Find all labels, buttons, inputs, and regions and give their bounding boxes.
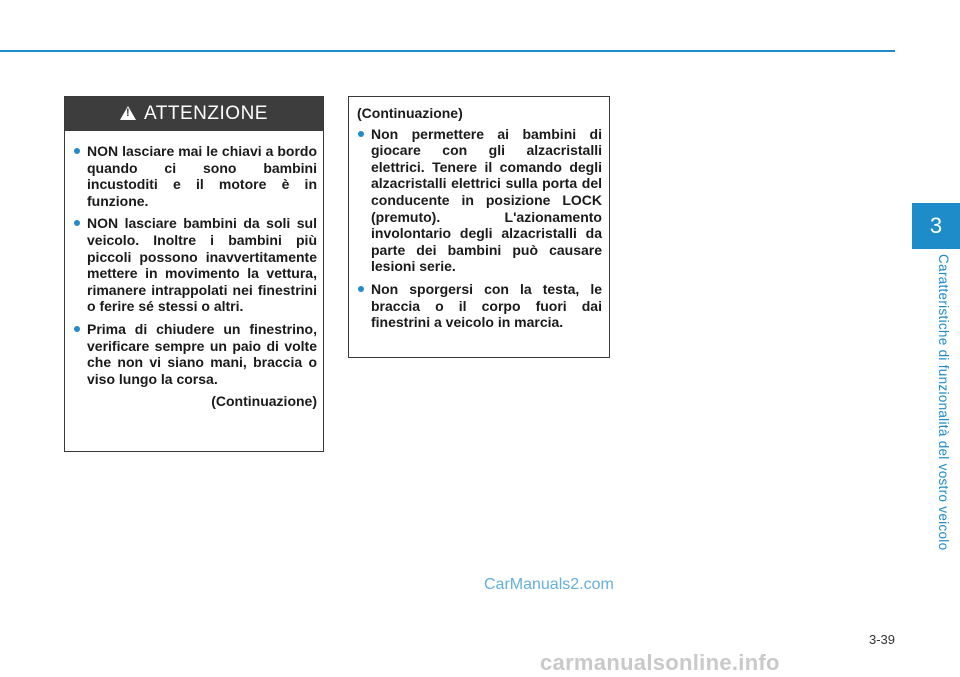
warning-list <box>73 143 317 387</box>
continuation-box <box>348 96 610 358</box>
chapter-tab <box>912 203 960 249</box>
warning-item: NON lasciare mai le chiavi a bordo quando ci sono bambini incustoditi e il motore è in funzione. <box>73 143 317 209</box>
warning-title: ATTENZIONE <box>144 103 268 124</box>
page-number: 3-39 <box>868 632 895 647</box>
watermark-link[interactable]: CarManuals2.com <box>484 576 614 593</box>
warning-body <box>65 131 323 410</box>
warning-item: NON lasciare bambini da soli sul veicolo. Inoltre i bambini più piccoli possono inavvertitamente mettere in movimento la vettura, rimanere intrappolati nei finestrini o ferire sé stessi o altri. <box>73 215 317 315</box>
header-rule <box>0 50 895 52</box>
continuation-title: (Continuazione) <box>357 105 463 121</box>
warning-item: Prima di chiudere un finestrino, verificare sempre un paio di volte che non vi siano mani, braccia o viso lungo la corsa. <box>73 321 317 387</box>
watermark-text: carmanualsonline.info <box>540 650 780 675</box>
chapter-number: 3 <box>929 213 943 238</box>
warning-header <box>65 97 323 131</box>
continuation-list <box>357 126 602 331</box>
continued-label: (Continuazione) <box>211 393 317 410</box>
chapter-title: Caratteristiche di funzionalità del vostro veicolo <box>936 254 951 551</box>
continuation-item: Non sporgersi con la testa, le braccia o il corpo fuori dai finestrini a veicolo in marcia. <box>357 281 602 331</box>
warning-triangle-icon <box>120 106 136 120</box>
warning-box <box>64 96 324 452</box>
continuation-item: Non permettere ai bambini di giocare con gli alzacristalli elettrici. Tenere il comando degli alzacristalli elettrici sulla porta del conducente in posizione LOCK (premuto). L'azionamento involontario degli alzacristalli da parte dei bambini può causare lesioni serie. <box>357 126 602 275</box>
